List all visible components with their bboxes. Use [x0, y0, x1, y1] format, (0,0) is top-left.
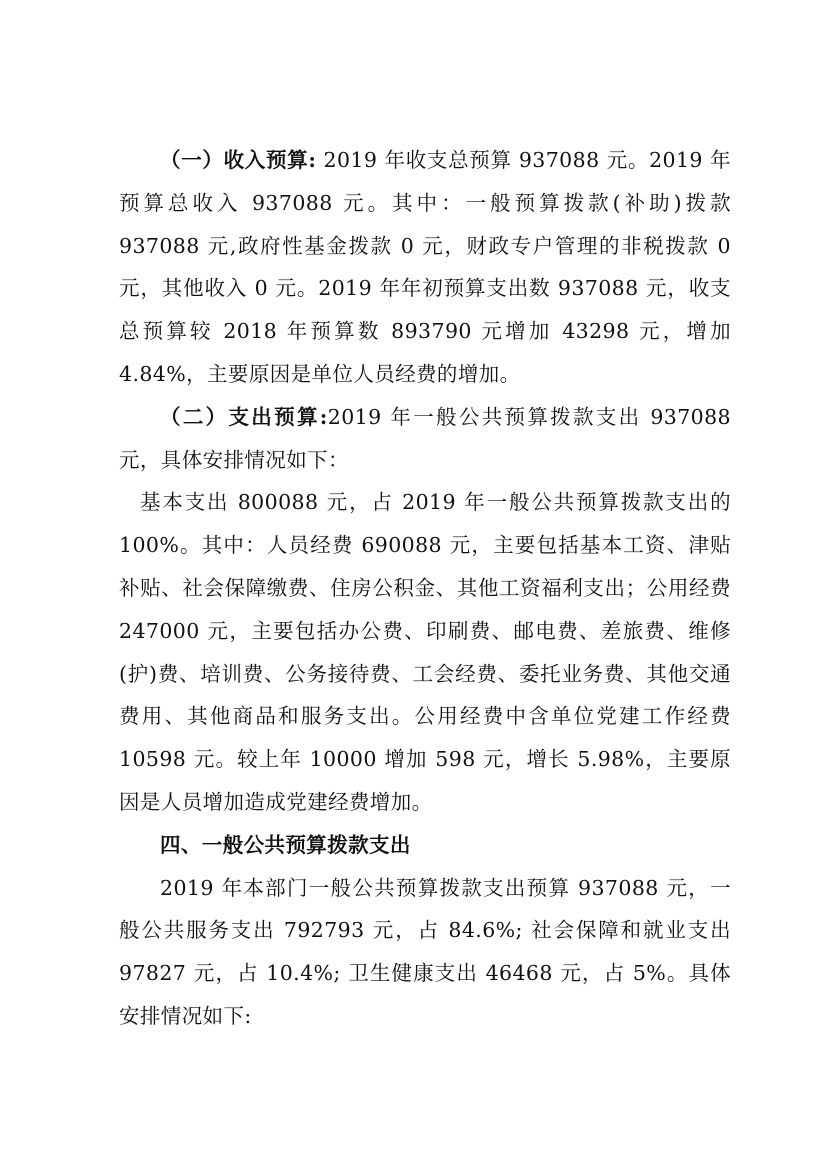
section-four-heading: 四、一般公共预算拨款支出 [160, 832, 411, 857]
section-four-paragraph [119, 867, 731, 1038]
section-four-text: 2019 年本部门一般公共预算拨款支出预算 937088 元，一般公共服务支出 792793 元，占 84.6%; 社会保障和就业支出 97827 元，占 10.4%; 卫生健康支出 46468 元，占 5%。具体安排情况如下: [119, 875, 731, 1028]
expenditure-budget-label: （二）支出预算: [160, 404, 328, 429]
basic-expenditure-text: 基本支出 800088 元，占 2019 年一般公共预算拨款支出的 100%。其中：人员经费 690088 元，主要包括基本工资、津贴补贴、社会保障缴费、住房公积金、其他工资福利支出；公用经费 247000 元，主要包括办公费、印刷费、邮电费、差旅费、维修(护)费、培训费、公务接待费、工会经费、委托业务费、其他交通费用、其他商品和服务支出。公用经费中含单位党建工作经费 10598 元。较上年 10000 增加 598 元，增长 5.98%，主要原因是人员增加造成党建经费增加。 [119, 490, 731, 814]
document-page [119, 139, 731, 1038]
basic-expenditure-paragraph [119, 481, 731, 823]
expenditure-budget-paragraph [119, 396, 731, 482]
income-budget-label: （一）收入预算: [160, 148, 317, 172]
income-budget-text: 2019 年收支总预算 937088 元。2019 年预算总收入 937088 元。其中：一般预算拨款(补助)拨款 937088 元,政府性基金拨款 0 元，财政专户管理的非税拨款 0 元，其他收入 0 元。2019 年年初预算支出数 937088 元，收支总预算较 2018 年预算数 893790 元增加 43298 元，增加 4.84%，主要原因是单位人员经费的增加。 [119, 148, 731, 386]
income-budget-paragraph [119, 139, 731, 396]
expenditure-budget-text: 2019 年一般公共预算拨款支出 937088 元，具体安排情况如下： [119, 404, 731, 472]
